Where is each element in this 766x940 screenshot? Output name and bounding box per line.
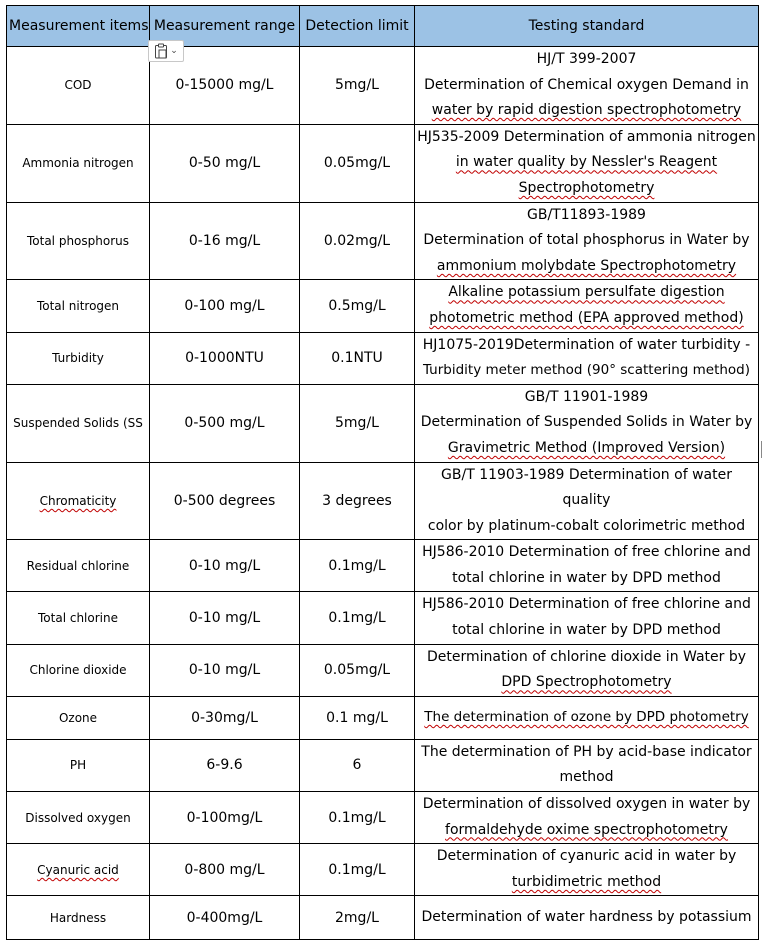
- standard-cell[interactable]: [415, 739, 759, 791]
- range-cell[interactable]: 0-50 mg/L: [150, 124, 300, 202]
- standard-line: ammonium molybdate Spectrophotometry: [436, 257, 737, 274]
- standard-cell[interactable]: [415, 202, 759, 280]
- range-cell[interactable]: 0-10 mg/L: [150, 592, 300, 644]
- table-row: [7, 384, 759, 462]
- standard-cell[interactable]: [415, 462, 759, 540]
- standard-line: method: [559, 769, 614, 786]
- header-detection-limit[interactable]: Detection limit: [300, 6, 415, 47]
- item-cell[interactable]: Ammonia nitrogen: [7, 124, 150, 202]
- standard-line: water by rapid digestion spectrophotometry: [431, 102, 742, 119]
- standard-line: Determination of Chemical oxygen Demand in: [424, 76, 749, 93]
- limit-cell[interactable]: 0.1mg/L: [300, 540, 415, 592]
- limit-cell[interactable]: 5mg/L: [300, 384, 415, 462]
- range-cell[interactable]: 0-16 mg/L: [150, 202, 300, 280]
- standard-line: color by platinum-cobalt colorimetric method: [427, 517, 746, 534]
- item-cell[interactable]: COD: [7, 47, 150, 125]
- standard-line: HJ1075-2019Determination of water turbidity -: [422, 336, 751, 353]
- standard-line: Determination of chlorine dioxide in Water by: [426, 648, 747, 665]
- item-cell[interactable]: Total nitrogen: [7, 280, 150, 332]
- item-text: Chromaticity: [39, 493, 117, 508]
- range-cell[interactable]: 0-10 mg/L: [150, 540, 300, 592]
- standard-cell[interactable]: [415, 280, 759, 332]
- item-cell[interactable]: Dissolved oxygen: [7, 792, 150, 844]
- table-row: [7, 540, 759, 592]
- table-row: [7, 592, 759, 644]
- table-row: [7, 47, 759, 125]
- standard-line: Determination of Suspended Solids in Water by: [420, 414, 753, 431]
- limit-cell[interactable]: 0.05mg/L: [300, 124, 415, 202]
- standard-cell[interactable]: [415, 384, 759, 462]
- limit-cell[interactable]: 0.1mg/L: [300, 844, 415, 896]
- range-cell[interactable]: 0-800 mg/L: [150, 844, 300, 896]
- limit-cell[interactable]: 0.1mg/L: [300, 792, 415, 844]
- range-cell[interactable]: 0-400mg/L: [150, 896, 300, 940]
- standard-line: Gravimetric Method (Improved Version): [447, 439, 726, 456]
- paste-options-button[interactable]: [148, 40, 184, 62]
- standard-line: formaldehyde oxime spectrophotometry: [445, 821, 728, 838]
- standard-cell[interactable]: [415, 896, 759, 940]
- standard-line: GB/T11893-1989: [527, 206, 646, 223]
- table-row: [7, 739, 759, 791]
- item-cell[interactable]: Suspended Solids (SS: [7, 384, 150, 462]
- table-row: [7, 280, 759, 332]
- range-cell[interactable]: 0-500 degrees: [150, 462, 300, 540]
- standard-line: Alkaline potassium persulfate digestion: [448, 284, 725, 301]
- limit-cell[interactable]: 5mg/L: [300, 47, 415, 125]
- standard-line: HJ535-2009 Determination of ammonia nitrogen: [417, 128, 756, 145]
- standard-line: Turbidity meter method (90° scattering method): [422, 362, 751, 379]
- table-row: [7, 332, 759, 384]
- header-testing-standard[interactable]: Testing standard: [415, 6, 759, 47]
- table-row: [7, 124, 759, 202]
- limit-cell[interactable]: 3 degrees: [300, 462, 415, 540]
- limit-cell[interactable]: 0.5mg/L: [300, 280, 415, 332]
- chevron-down-icon: ⌄: [170, 45, 178, 56]
- header-measurement-range[interactable]: Measurement range: [150, 6, 300, 47]
- standard-line: HJ586-2010 Determination of free chlorine and: [422, 544, 751, 561]
- limit-cell[interactable]: 0.1mg/L: [300, 592, 415, 644]
- header-row: [7, 6, 759, 47]
- range-cell[interactable]: 0-100 mg/L: [150, 280, 300, 332]
- item-cell[interactable]: Chlorine dioxide: [7, 644, 150, 696]
- item-cell[interactable]: Total phosphorus: [7, 202, 150, 280]
- item-cell[interactable]: Hardness: [7, 896, 150, 940]
- range-cell[interactable]: 0-1000NTU: [150, 332, 300, 384]
- limit-cell[interactable]: 0.02mg/L: [300, 202, 415, 280]
- standard-line: GB/T 11901-1989: [524, 388, 649, 405]
- item-cell[interactable]: Ozone: [7, 696, 150, 739]
- standard-cell[interactable]: [415, 696, 759, 739]
- standard-line: in water quality by Nessler's Reagent: [455, 154, 718, 171]
- range-cell[interactable]: 0-15000 mg/L: [150, 47, 300, 125]
- limit-cell[interactable]: 6: [300, 739, 415, 791]
- table-row: [7, 696, 759, 739]
- text-cursor-mark: [761, 441, 762, 458]
- table-row: [7, 644, 759, 696]
- standard-line: DPD Spectrophotometry: [501, 674, 672, 691]
- limit-cell[interactable]: 0.1 mg/L: [300, 696, 415, 739]
- standard-cell[interactable]: [415, 332, 759, 384]
- standard-line: Determination of water hardness by potassium: [421, 909, 752, 926]
- item-cell[interactable]: PH: [7, 739, 150, 791]
- table-row: [7, 202, 759, 280]
- standard-line: total chlorine in water by DPD method: [452, 569, 721, 586]
- standard-cell[interactable]: [415, 644, 759, 696]
- limit-cell[interactable]: 2mg/L: [300, 896, 415, 940]
- range-cell[interactable]: 6-9.6: [150, 739, 300, 791]
- standard-line: HJ586-2010 Determination of free chlorine and: [422, 596, 751, 613]
- range-cell[interactable]: 0-500 mg/L: [150, 384, 300, 462]
- standard-line: The determination of ozone by DPD photometry: [424, 709, 749, 726]
- standard-cell[interactable]: [415, 540, 759, 592]
- standard-line: Spectrophotometry: [518, 179, 655, 196]
- limit-cell[interactable]: 0.1NTU: [300, 332, 415, 384]
- item-cell[interactable]: Turbidity: [7, 332, 150, 384]
- standard-line: GB/T 11903-1989 Determination of water quality: [441, 466, 732, 509]
- standard-line: The determination of PH by acid-base indicator: [421, 743, 752, 760]
- standard-line: Determination of cyanuric acid in water by: [436, 848, 737, 865]
- item-cell[interactable]: Residual chlorine: [7, 540, 150, 592]
- standard-line: photometric method (EPA approved method): [429, 309, 744, 326]
- standard-cell[interactable]: [415, 792, 759, 844]
- item-cell[interactable]: [7, 462, 150, 540]
- standard-line: Determination of total phosphorus in Water by: [423, 232, 750, 249]
- clipboard-icon: [154, 43, 168, 59]
- standard-cell[interactable]: [415, 124, 759, 202]
- standard-line: HJ/T 399-2007: [536, 51, 637, 67]
- table-row: [7, 462, 759, 540]
- table-row: [7, 844, 759, 896]
- standard-line: turbidimetric method: [511, 873, 662, 890]
- table-row: [7, 792, 759, 844]
- measurement-table: [6, 5, 759, 940]
- standard-line: total chlorine in water by DPD method: [452, 622, 721, 639]
- item-text: Cyanuric acid: [37, 862, 119, 877]
- item-cell[interactable]: [7, 844, 150, 896]
- range-cell[interactable]: 0-10 mg/L: [150, 644, 300, 696]
- item-cell[interactable]: Total chlorine: [7, 592, 150, 644]
- range-cell[interactable]: 0-30mg/L: [150, 696, 300, 739]
- table-row: [7, 896, 759, 940]
- range-cell[interactable]: 0-100mg/L: [150, 792, 300, 844]
- standard-line: Determination of dissolved oxygen in water by: [422, 796, 751, 813]
- standard-cell[interactable]: [415, 47, 759, 125]
- limit-cell[interactable]: 0.05mg/L: [300, 644, 415, 696]
- standard-cell[interactable]: [415, 592, 759, 644]
- header-measurement-items[interactable]: Measurement items: [7, 6, 150, 47]
- standard-cell[interactable]: [415, 844, 759, 896]
